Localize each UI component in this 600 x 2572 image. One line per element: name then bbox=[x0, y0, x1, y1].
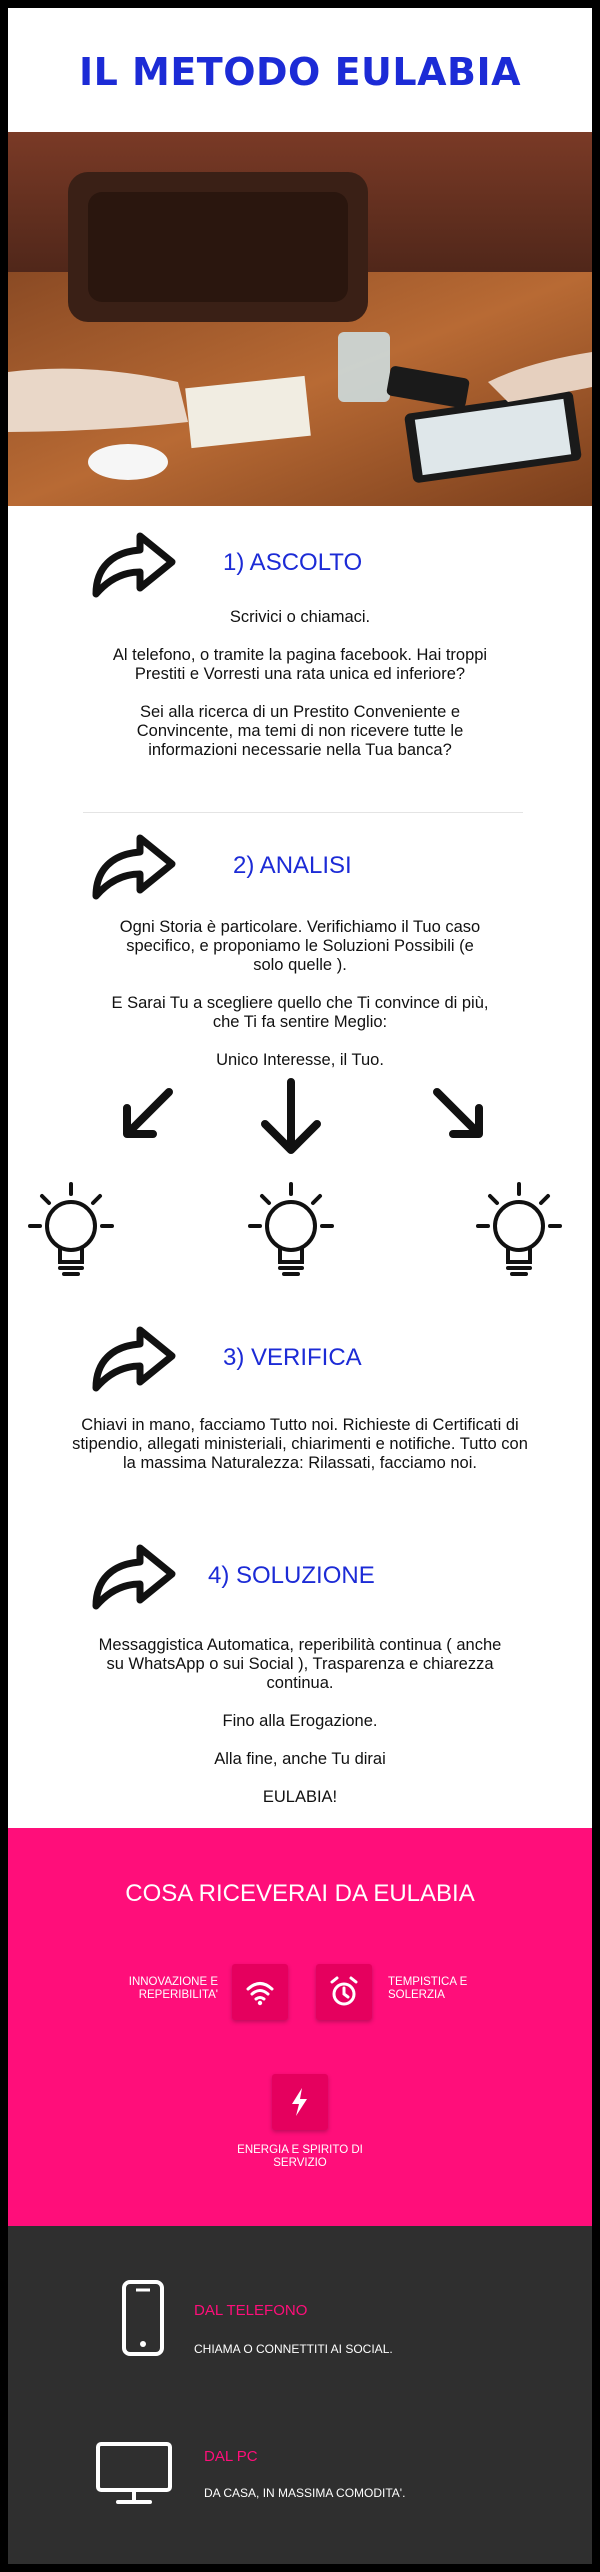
contacts-section bbox=[8, 2226, 592, 2564]
curved-arrow-icon bbox=[88, 830, 178, 904]
arrow-down-icon bbox=[253, 1076, 329, 1162]
smartphone-icon bbox=[118, 2278, 168, 2358]
benefit-label-timing: TEMPISTICA E SOLERZIA bbox=[388, 1976, 468, 2001]
wifi-icon bbox=[232, 1964, 288, 2020]
step-title-verifica: 3) VERIFICA bbox=[223, 1344, 362, 1371]
light-bulb-icon bbox=[246, 1178, 336, 1288]
arrow-down-left-icon bbox=[103, 1084, 183, 1156]
hero-photo bbox=[8, 132, 592, 506]
curved-arrow-icon bbox=[88, 1322, 178, 1396]
step-title-soluzione: 4) SOLUZIONE bbox=[208, 1562, 375, 1589]
step-text-soluzione: Messaggistica Automatica, reperibilità continua ( anche su WhatsApp o sui Social ), Trasparenza e chiarezza continua. Fino alla Erogazione. Alla fine, anche Tu dirai EULABIA! bbox=[98, 1636, 502, 1806]
curved-arrow-icon bbox=[88, 528, 178, 602]
light-bulb-icon bbox=[474, 1178, 564, 1288]
step-text-ascolto: Scrivici o chiamaci. Al telefono, o tramite la pagina facebook. Hai troppi Prestiti e Vorresti una rata unica ed inferiore? Sei alla ricerca di un Prestito Conveniente e Convincente, ma temi di non ricevere tutte le informazioni necessarie nella Tua banca? bbox=[112, 608, 488, 759]
contact-sub-phone: CHIAMA O CONNETTITI AI SOCIAL. bbox=[194, 2342, 393, 2356]
step-title-analisi: 2) ANALISI bbox=[233, 852, 352, 879]
header bbox=[8, 8, 592, 132]
benefits-section bbox=[8, 1828, 592, 2226]
contact-title-phone: DAL TELEFONO bbox=[194, 2302, 308, 2319]
lightning-icon bbox=[272, 2074, 328, 2130]
page-title: IL METODO EULABIA bbox=[78, 50, 522, 94]
contact-sub-pc: DA CASA, IN MASSIMA COMODITA'. bbox=[204, 2486, 406, 2500]
light-bulb-icon bbox=[26, 1178, 116, 1288]
alarm-clock-icon bbox=[316, 1964, 372, 2020]
step-text-analisi: Ogni Storia è particolare. Verifichiamo il Tuo caso specifico, e proponiamo le Soluzioni Possibili (e solo quelle ). E Sarai Tu a scegliere quello che Ti convince di più, che Ti fa sentire Meglio: Unico Interesse, il Tuo. bbox=[111, 918, 489, 1069]
benefit-label-energy: ENERGIA E SPIRITO DI SERVIZIO bbox=[237, 2144, 363, 2169]
benefits-title: COSA RICEVERAI DA EULABIA bbox=[125, 1880, 475, 1907]
curved-arrow-icon bbox=[88, 1540, 178, 1614]
benefit-label-innovation: INNOVAZIONE E REPERIBILITA' bbox=[128, 1976, 218, 2001]
arrow-down-right-icon bbox=[423, 1084, 503, 1156]
infographic bbox=[8, 8, 592, 2564]
divider bbox=[83, 812, 523, 813]
step-title-ascolto: 1) ASCOLTO bbox=[223, 549, 363, 576]
step-text-verifica: Chiavi in mano, facciamo Tutto noi. Richieste di Certificati di stipendio, allegati ministeriali, chiarimenti e notifiche. Tutto con la massima Naturalezza: Rilassati, facciamo noi. bbox=[72, 1416, 528, 1472]
contact-title-pc: DAL PC bbox=[204, 2448, 258, 2465]
monitor-icon bbox=[92, 2438, 176, 2508]
